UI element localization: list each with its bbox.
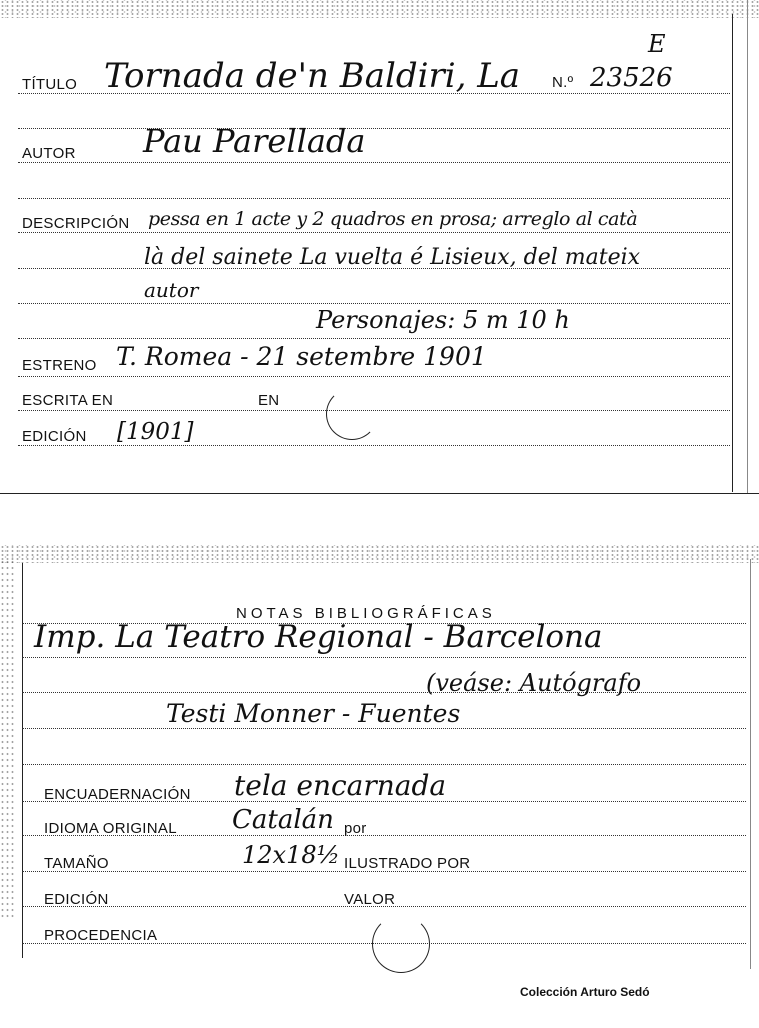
tamano-label: TAMAÑO — [44, 855, 109, 872]
punch-hole — [372, 915, 430, 973]
rule-line — [18, 445, 730, 446]
notas-heading: NOTAS BIBLIOGRÁFICAS — [236, 605, 496, 622]
rule-line — [18, 338, 730, 339]
personajes-note: Personajes: 5 m 10 h — [316, 306, 570, 334]
autor-value: Pau Parellada — [143, 122, 366, 160]
rule-line — [22, 728, 746, 729]
card-edge-texture — [0, 0, 759, 18]
autor-label: AUTOR — [22, 145, 76, 162]
coleccion-credit: Colección Arturo Sedó — [520, 985, 650, 999]
punch-hole — [326, 388, 378, 440]
encuadernacion-label: ENCUADERNACIÓN — [44, 786, 191, 803]
card-edge-texture — [0, 545, 759, 563]
descripcion-line-3: autor — [144, 278, 199, 302]
idioma-value: Catalán — [232, 805, 334, 835]
rule-line — [18, 128, 730, 129]
titulo-label: TÍTULO — [22, 76, 78, 93]
edicion-label: EDICIÓN — [22, 428, 87, 445]
rule-line — [22, 764, 746, 765]
numero-value: 23526 — [590, 63, 673, 93]
card-right-edge — [750, 559, 751, 969]
estreno-label: ESTRENO — [22, 357, 97, 374]
rule-line — [18, 232, 730, 233]
encuadernacion-value: tela encarnada — [234, 769, 447, 802]
card-outer-edge — [747, 0, 748, 494]
descripcion-line-2: là del sainete La vuelta é Lisieux, del mateix — [144, 245, 641, 270]
rule-line — [22, 657, 746, 658]
descripcion-label: DESCRIPCIÓN — [22, 215, 130, 232]
rule-line — [18, 303, 730, 304]
notes-testi: Testi Monner - Fuentes — [166, 699, 461, 728]
estreno-value: T. Romea - 21 setembre 1901 — [116, 342, 487, 371]
procedencia-label: PROCEDENCIA — [44, 927, 158, 944]
en-label: EN — [258, 392, 280, 409]
notes-vease: (veáse: Autógrafo — [426, 669, 642, 697]
descripcion-line-1: pessa en 1 acte y 2 quadros en prosa; arreglo al catà — [148, 208, 638, 230]
card-left-texture — [0, 559, 16, 919]
idioma-label: IDIOMA ORIGINAL — [44, 820, 177, 837]
rule-line — [18, 376, 730, 377]
edicion-value: [1901] — [117, 419, 194, 445]
rule-line — [18, 162, 730, 163]
rule-line — [18, 198, 730, 199]
ilustrado-label: ILUSTRADO POR — [344, 855, 471, 872]
card-right-border — [732, 14, 733, 492]
catalog-card-top — [0, 0, 759, 494]
catalog-card-bottom — [0, 545, 759, 1028]
edicion-label-bottom: EDICIÓN — [44, 891, 109, 908]
card-divider — [0, 493, 759, 494]
corner-mark: E — [648, 30, 666, 58]
escrita-en-label: ESCRITA EN — [22, 392, 114, 409]
valor-label: VALOR — [344, 891, 396, 908]
por-label: por — [344, 820, 367, 837]
titulo-value: Tornada de'n Baldiri, La — [104, 56, 521, 96]
numero-label: N.º — [552, 74, 574, 91]
tamano-value: 12x18½ — [242, 841, 340, 869]
notes-imprenta: Imp. La Teatro Regional - Barcelona — [34, 619, 603, 655]
